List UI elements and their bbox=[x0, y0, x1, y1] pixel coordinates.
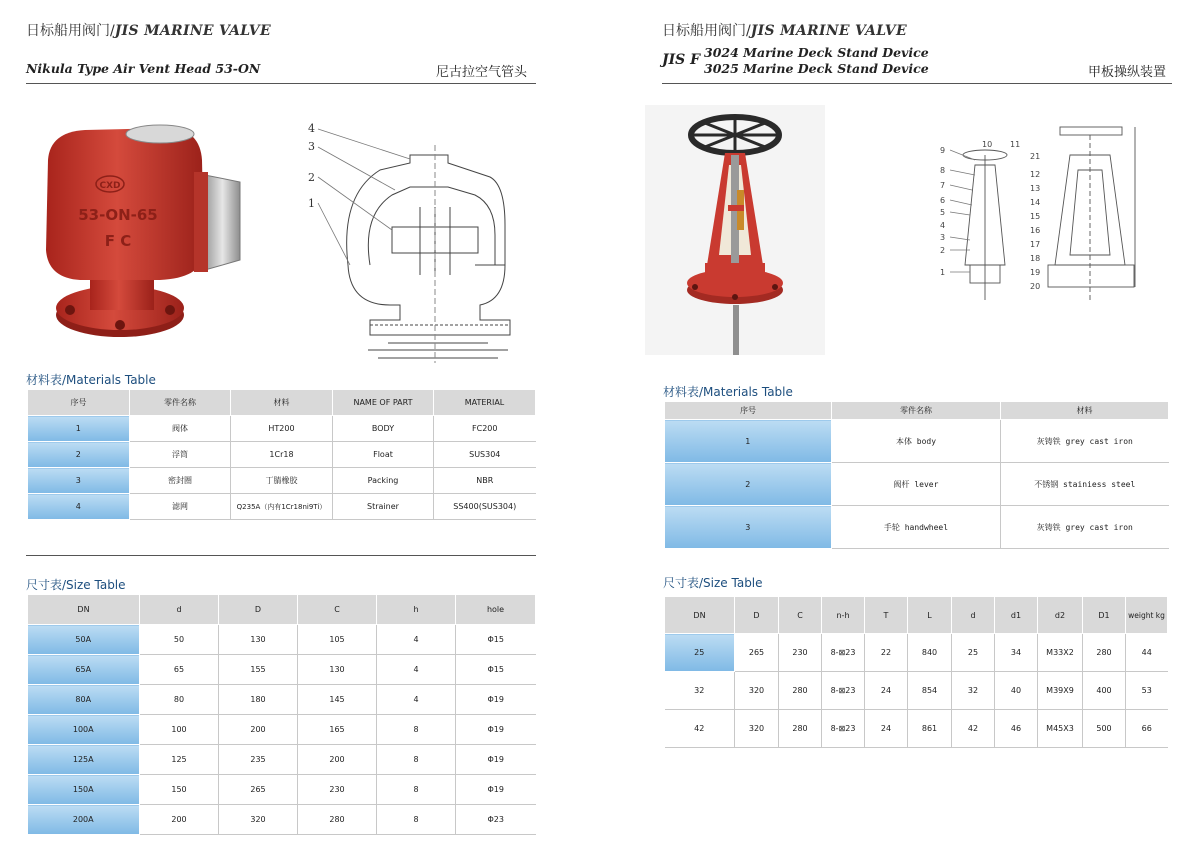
table-cell: 265 bbox=[735, 634, 779, 672]
drawing-callout: 21 bbox=[1030, 152, 1041, 161]
table-cell: 235 bbox=[219, 745, 298, 775]
table-cell: BODY bbox=[333, 416, 434, 442]
table-cell: 手轮 handwheel bbox=[832, 506, 1001, 549]
column-header: D bbox=[219, 595, 298, 625]
table-row bbox=[28, 655, 536, 685]
table-cell: SUS304 bbox=[434, 442, 536, 468]
table-cell: 4 bbox=[377, 685, 456, 715]
drawing-callout: 2 bbox=[308, 171, 315, 184]
drawing-callout: 1 bbox=[308, 197, 315, 210]
table-cell: SS400(SUS304) bbox=[434, 494, 536, 520]
brand-title bbox=[26, 20, 271, 40]
column-header: 零件名称 bbox=[832, 402, 1001, 420]
table-cell: 32 bbox=[952, 672, 995, 710]
column-header: 序号 bbox=[28, 390, 130, 416]
table-cell: 100A bbox=[28, 715, 140, 745]
table-cell: 66 bbox=[1126, 710, 1168, 748]
table-cell: 丁腈橡胶 bbox=[231, 468, 333, 494]
table-cell: 8-⊠23 bbox=[822, 672, 865, 710]
table-cell: 8 bbox=[377, 805, 456, 835]
table-cell: 230 bbox=[298, 775, 377, 805]
table-cell: 50 bbox=[140, 625, 219, 655]
table-row bbox=[665, 634, 1168, 672]
table-row bbox=[28, 745, 536, 775]
column-header: 材料 bbox=[231, 390, 333, 416]
table-cell: M39X9 bbox=[1038, 672, 1083, 710]
right-materials-table bbox=[664, 401, 1169, 549]
column-header: NAME OF PART bbox=[333, 390, 434, 416]
drawing-callout: 1 bbox=[940, 268, 946, 277]
table-cell: 400 bbox=[1083, 672, 1126, 710]
table-cell: 150 bbox=[140, 775, 219, 805]
table-cell: 4 bbox=[28, 494, 130, 520]
column-header: n-h bbox=[822, 597, 865, 634]
drawing-callout: 19 bbox=[1030, 268, 1041, 277]
table-cell: Q235A（内有1Cr18ni9Ti） bbox=[231, 494, 333, 520]
table-cell: Packing bbox=[333, 468, 434, 494]
drawing-callout: 16 bbox=[1030, 226, 1041, 235]
table-cell: 280 bbox=[779, 710, 822, 748]
left-size-table bbox=[27, 594, 536, 835]
column-header: d1 bbox=[995, 597, 1038, 634]
product-name-cn: 甲板操纵装置 bbox=[1088, 65, 1167, 80]
table-cell: 25 bbox=[952, 634, 995, 672]
table-cell: M33X2 bbox=[1038, 634, 1083, 672]
table-cell: NBR bbox=[434, 468, 536, 494]
table-header-row bbox=[665, 402, 1169, 420]
table-cell: Φ15 bbox=[456, 625, 536, 655]
brand-cn: 日标船用阀门/ bbox=[662, 23, 751, 39]
table-cell: 4 bbox=[377, 625, 456, 655]
table-cell: 150A bbox=[28, 775, 140, 805]
table-cell: 100 bbox=[140, 715, 219, 745]
drawing-callout: 20 bbox=[1030, 282, 1041, 291]
deck-stand-drawing bbox=[930, 115, 1160, 305]
jis-f-label: JIS F bbox=[662, 52, 701, 68]
table-cell: 32 bbox=[665, 672, 735, 710]
table-row bbox=[28, 468, 536, 494]
header-rule bbox=[662, 83, 1172, 84]
table-cell: 130 bbox=[219, 625, 298, 655]
table-cell: Φ19 bbox=[456, 745, 536, 775]
table-cell: Φ19 bbox=[456, 685, 536, 715]
table-row bbox=[28, 715, 536, 745]
table-cell: 3 bbox=[665, 506, 832, 549]
drawing-callout: 3 bbox=[308, 140, 315, 153]
table-cell: 8-⊠23 bbox=[822, 634, 865, 672]
table-cell: 200 bbox=[140, 805, 219, 835]
column-header: D1 bbox=[1083, 597, 1126, 634]
column-header: DN bbox=[665, 597, 735, 634]
table-cell: 灰铸铁 grey cast iron bbox=[1001, 506, 1169, 549]
table-cell: 本体 body bbox=[832, 420, 1001, 463]
table-cell: 2 bbox=[665, 463, 832, 506]
drawing-callout: 8 bbox=[940, 166, 946, 175]
table-cell: 4 bbox=[377, 655, 456, 685]
drawing-callout: 17 bbox=[1030, 240, 1041, 249]
table-row bbox=[665, 672, 1168, 710]
table-cell: 320 bbox=[735, 710, 779, 748]
table-cell: 阀杆 lever bbox=[832, 463, 1001, 506]
table-cell: 46 bbox=[995, 710, 1038, 748]
table-row bbox=[28, 442, 536, 468]
drawing-callout: 11 bbox=[1010, 140, 1021, 149]
table-cell: 180 bbox=[219, 685, 298, 715]
table-cell: 22 bbox=[865, 634, 908, 672]
right-size-table bbox=[664, 596, 1168, 748]
left-materials-table bbox=[27, 389, 536, 520]
drawing-callout: 5 bbox=[940, 208, 946, 217]
table-cell: 125 bbox=[140, 745, 219, 775]
table-cell: 200 bbox=[219, 715, 298, 745]
header-rule bbox=[26, 83, 536, 84]
brand-cn: 日标船用阀门/ bbox=[26, 23, 115, 39]
drawing-callout: 18 bbox=[1030, 254, 1041, 263]
column-header: 序号 bbox=[665, 402, 832, 420]
table-cell: 500 bbox=[1083, 710, 1126, 748]
table-cell: Φ23 bbox=[456, 805, 536, 835]
table-cell: 200A bbox=[28, 805, 140, 835]
drawing-callout: 12 bbox=[1030, 170, 1041, 179]
table-header-row bbox=[665, 597, 1168, 634]
table-cell: 125A bbox=[28, 745, 140, 775]
column-header: 材料 bbox=[1001, 402, 1169, 420]
brand-en: JIS MARINE VALVE bbox=[114, 23, 271, 39]
column-header: L bbox=[908, 597, 952, 634]
brand-en: JIS MARINE VALVE bbox=[750, 23, 907, 39]
table-cell: Φ19 bbox=[456, 775, 536, 805]
table-cell: 65 bbox=[140, 655, 219, 685]
column-header: T bbox=[865, 597, 908, 634]
table-cell: 230 bbox=[779, 634, 822, 672]
column-header: d bbox=[952, 597, 995, 634]
table-cell: 浮筒 bbox=[130, 442, 231, 468]
drawing-callout: 13 bbox=[1030, 184, 1041, 193]
column-header: hole bbox=[456, 595, 536, 625]
table-cell: 2 bbox=[28, 442, 130, 468]
product-name-cn: 尼古拉空气管头 bbox=[436, 65, 528, 80]
size-table-title: 尺寸表/Size Table bbox=[26, 578, 126, 592]
drawing-callout: 9 bbox=[940, 146, 946, 155]
table-cell: 320 bbox=[219, 805, 298, 835]
table-cell: 280 bbox=[779, 672, 822, 710]
table-cell: 8 bbox=[377, 715, 456, 745]
table-cell: HT200 bbox=[231, 416, 333, 442]
drawing-callout: 4 bbox=[940, 221, 946, 230]
model-3024-title: 3024 Marine Deck Stand Device bbox=[704, 45, 929, 60]
drawing-callout: 7 bbox=[940, 181, 946, 190]
column-header: C bbox=[298, 595, 377, 625]
table-row bbox=[28, 775, 536, 805]
table-cell: 阀体 bbox=[130, 416, 231, 442]
table-cell: FC200 bbox=[434, 416, 536, 442]
table-cell: M45X3 bbox=[1038, 710, 1083, 748]
table-row bbox=[665, 463, 1169, 506]
deck-stand-photo bbox=[645, 105, 825, 355]
table-cell: 42 bbox=[665, 710, 735, 748]
table-row bbox=[28, 625, 536, 655]
table-cell: 1Cr18 bbox=[231, 442, 333, 468]
casting-model-text: 53-ON-65 bbox=[78, 206, 158, 224]
table-cell: 861 bbox=[908, 710, 952, 748]
table-row bbox=[665, 420, 1169, 463]
air-vent-head-photo bbox=[40, 120, 250, 345]
table-cell: 854 bbox=[908, 672, 952, 710]
table-cell: 8-⊠23 bbox=[822, 710, 865, 748]
table-cell: 80 bbox=[140, 685, 219, 715]
table-cell: 25 bbox=[665, 634, 735, 672]
column-header: C bbox=[779, 597, 822, 634]
table-cell: 53 bbox=[1126, 672, 1168, 710]
drawing-callout: 3 bbox=[940, 233, 946, 242]
table-cell: 105 bbox=[298, 625, 377, 655]
materials-table-title: 材料表/Materials Table bbox=[26, 373, 156, 387]
table-cell: 1 bbox=[665, 420, 832, 463]
product-name-en: Nikula Type Air Vent Head 53-ON bbox=[26, 61, 261, 76]
column-header: h bbox=[377, 595, 456, 625]
table-cell: 34 bbox=[995, 634, 1038, 672]
table-cell: Strainer bbox=[333, 494, 434, 520]
table-cell: 3 bbox=[28, 468, 130, 494]
right-page bbox=[600, 0, 1200, 860]
table-cell: 8 bbox=[377, 775, 456, 805]
table-cell: 密封圈 bbox=[130, 468, 231, 494]
section-divider bbox=[26, 555, 536, 556]
table-cell: Φ19 bbox=[456, 715, 536, 745]
drawing-callout: 15 bbox=[1030, 212, 1041, 221]
table-cell: 50A bbox=[28, 625, 140, 655]
table-cell: 灰铸铁 grey cast iron bbox=[1001, 420, 1169, 463]
air-vent-head-drawing bbox=[300, 115, 520, 365]
table-cell: 65A bbox=[28, 655, 140, 685]
table-cell: 不锈钢 stainiess steel bbox=[1001, 463, 1169, 506]
table-cell: Φ15 bbox=[456, 655, 536, 685]
column-header: 零件名称 bbox=[130, 390, 231, 416]
column-header: d bbox=[140, 595, 219, 625]
table-cell: 155 bbox=[219, 655, 298, 685]
column-header: D bbox=[735, 597, 779, 634]
table-cell: 165 bbox=[298, 715, 377, 745]
model-3025-title: 3025 Marine Deck Stand Device bbox=[704, 61, 929, 76]
table-cell: 42 bbox=[952, 710, 995, 748]
table-cell: 320 bbox=[735, 672, 779, 710]
table-cell: 265 bbox=[219, 775, 298, 805]
drawing-callout: 6 bbox=[940, 196, 946, 205]
drawing-callout: 14 bbox=[1030, 198, 1041, 207]
table-cell: 145 bbox=[298, 685, 377, 715]
table-cell: 80A bbox=[28, 685, 140, 715]
table-cell: 24 bbox=[865, 710, 908, 748]
table-row bbox=[28, 685, 536, 715]
table-row bbox=[665, 710, 1168, 748]
drawing-callout: 4 bbox=[308, 122, 315, 135]
column-header: MATERIAL bbox=[434, 390, 536, 416]
table-header-row bbox=[28, 390, 536, 416]
drawing-callout: 10 bbox=[982, 140, 993, 149]
table-cell: Float bbox=[333, 442, 434, 468]
table-row bbox=[665, 506, 1169, 549]
table-cell: 24 bbox=[865, 672, 908, 710]
table-cell: 8 bbox=[377, 745, 456, 775]
table-cell: 840 bbox=[908, 634, 952, 672]
table-row bbox=[28, 416, 536, 442]
column-header: d2 bbox=[1038, 597, 1083, 634]
column-header: DN bbox=[28, 595, 140, 625]
size-table-title: 尺寸表/Size Table bbox=[663, 576, 763, 590]
brand-title bbox=[662, 20, 907, 40]
table-cell: 40 bbox=[995, 672, 1038, 710]
table-cell: 44 bbox=[1126, 634, 1168, 672]
table-header-row bbox=[28, 595, 536, 625]
table-row bbox=[28, 805, 536, 835]
table-cell: 200 bbox=[298, 745, 377, 775]
casting-grade-text: F C bbox=[104, 232, 132, 250]
table-cell: 滤网 bbox=[130, 494, 231, 520]
table-cell: 280 bbox=[1083, 634, 1126, 672]
table-row bbox=[28, 494, 536, 520]
materials-table-title: 材料表/Materials Table bbox=[663, 385, 793, 399]
drawing-callout: 2 bbox=[940, 246, 946, 255]
table-cell: 130 bbox=[298, 655, 377, 685]
casting-code-text: CXD bbox=[99, 181, 121, 191]
table-cell: 1 bbox=[28, 416, 130, 442]
table-cell: 280 bbox=[298, 805, 377, 835]
column-header: weight kg bbox=[1126, 597, 1168, 634]
